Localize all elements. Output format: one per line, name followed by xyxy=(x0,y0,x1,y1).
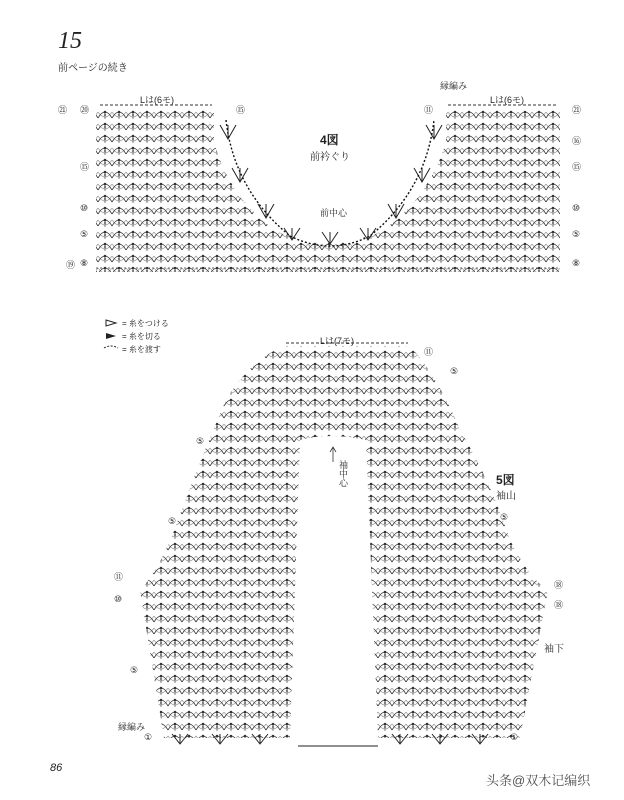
fig4-marker: ⑪ xyxy=(424,105,434,115)
fig4-center-label: 前中心 xyxy=(320,208,348,218)
fig4-marker: ⑩ xyxy=(572,203,581,213)
legend-item-attach: = 糸をつける xyxy=(122,319,169,328)
fig4-marker: ⑲ xyxy=(66,260,76,270)
fig4-marker: ㉑ xyxy=(572,105,582,115)
fig5-chart xyxy=(140,343,548,746)
legend-symbols xyxy=(104,320,118,348)
fig5-top-label: Lは(7モ) xyxy=(320,336,355,346)
fig4-marker: ⑧ xyxy=(80,258,89,268)
fig5-sleeve-center: 袖中心 xyxy=(338,460,348,487)
fig4-name: 前衿ぐり xyxy=(310,152,350,163)
fig4-marker: ㉑ xyxy=(58,105,68,115)
fig5-marker: ⑪ xyxy=(424,347,434,357)
fig5-edge-label: 縁編み xyxy=(118,722,146,732)
fig4-marker: ⑳ xyxy=(80,105,90,115)
fig4-marker: ⑯ xyxy=(572,136,582,146)
fig4-number: 4図 xyxy=(320,133,339,147)
fig4-marker: ⑮ xyxy=(236,105,246,115)
watermark: 头条@双木记编织 xyxy=(486,773,591,788)
fig4-edge-label: 縁編み xyxy=(440,81,468,91)
fig5-number: 5図 xyxy=(496,473,515,487)
fig5-marker: ⑤ xyxy=(500,512,509,522)
fig4-marker: ⑤ xyxy=(80,229,89,239)
fig5-underarm: 袖下 xyxy=(544,644,564,655)
fig4-left-top-label: Lは(6モ) xyxy=(140,95,175,105)
fig4-marker: ⑩ xyxy=(80,203,89,213)
fig5-marker: ① xyxy=(144,732,153,742)
fig5-marker: ⑪ xyxy=(114,572,124,582)
legend-item-cut: = 糸を切る xyxy=(122,332,161,341)
fig5-marker: ⑤ xyxy=(450,366,459,376)
page-label: 15 xyxy=(58,28,82,54)
legend-item-carry: = 糸を渡す xyxy=(122,345,161,354)
fig4-marker: ⑧ xyxy=(572,258,581,268)
fig5-marker: ⑩ xyxy=(114,594,123,604)
subtitle: 前ページの続き xyxy=(58,63,128,74)
fig5-name: 袖山 xyxy=(496,491,516,502)
legend xyxy=(122,317,169,356)
fig5-marker: ① xyxy=(510,732,519,742)
fig5-marker: ⑤ xyxy=(168,516,177,526)
footer-page-number: 86 xyxy=(50,762,63,774)
fig5-marker: ⑱ xyxy=(554,580,564,590)
fig5-marker: ⑱ xyxy=(554,600,564,610)
fig4-marker: ⑮ xyxy=(572,162,582,172)
fig5-marker: ⑤ xyxy=(130,665,139,675)
fig4-right-top-label: Lは(6モ) xyxy=(490,95,525,105)
fig4-marker: ⑮ xyxy=(80,162,90,172)
fig4-marker: ⑤ xyxy=(572,229,581,239)
fig5-marker: ⑤ xyxy=(196,436,205,446)
